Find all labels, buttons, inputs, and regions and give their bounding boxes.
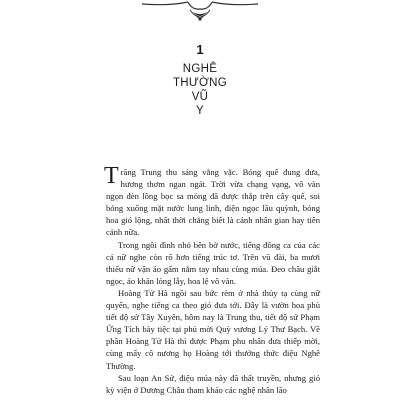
drop-cap: T [104,163,119,189]
paragraph: Trong ngôi đình nhỏ bên bờ nước, tiếng đồng ca của các cả nữ nghe còn rõ hơn tiếng trúc tơ. Trên vũ đài, ba mươi thiếu nữ vận áo gấm nắm tay nhau cùng múa. Đeo châu giắt ngọc, áo khăn lóng lẫy, hoa lệ vô vàn. [106,239,320,286]
paragraph: Hoàng Tử Hà ngồi sau bức rèm ở nhà thủy tạ cùng nữ quyến, nghe tiếng ca theo gió đưa tới. Đây là vườn hoa phủ tiết độ sứ Tây Xuyên, hôm nay là Trung thu, tiết độ sứ Phạm Ứng Tích bày tiệc tại phủ mời Quỳ vương Lý Thư Bạch. Về phần Hoàng Tử Hà thì được Phạm phu nhân đưa thiếp mời, cùng mấy cô nương họ Hoàng tới thưởng thức điệu Nghê Thường. [106,287,320,371]
paragraph [104,163,320,239]
chapter-title-line: NGHÊ [182,63,218,75]
chapter-title [0,62,400,118]
chapter-title-line: Y [196,105,204,117]
chapter-title-line: VŨ [191,91,209,103]
chapter-body [104,163,320,396]
chapter-number: 1 [196,42,204,57]
decorative-ornament [140,0,260,26]
paragraph-text: răng Trung thu sáng vằng vặc. Bóng quế đung đưa, hương thơm ngan ngát. Trời vừa chạng vạng, vô vàn ngọn đèn lồng bọc sa mỏng đã được thắp trên cây quế, soi bóng xuống mặt nước lung linh, điện ngọc lầu quỳnh, bóng hoa gió lộng, nhất thời chẳng biết là cảnh nhân gian hay tiên cảnh nữa. [106,167,320,238]
paragraph: Sau loạn An Sử, điệu múa này đã thất truyền, nhưng gió kỳ viện ở Dương Châu tham khảo các nghệ nhân lão [106,372,320,395]
chapter-title-line: THƯỜNG [172,77,228,89]
